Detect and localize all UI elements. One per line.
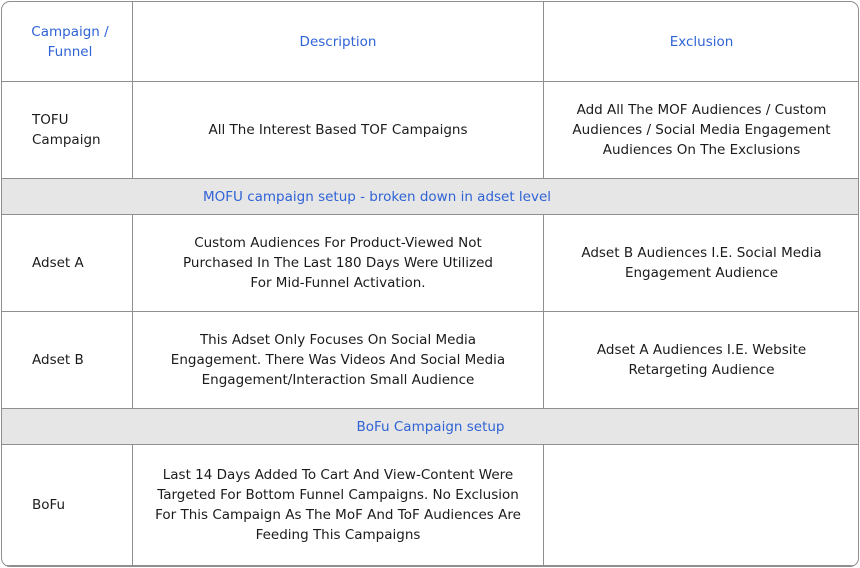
table-row-adset-b [2,312,860,409]
section-header-mofu: MOFU campaign setup - broken down in adset level [2,179,860,215]
row-description-adset-b: This Adset Only Focuses On Social Media Engagement. There Was Videos And Social Media Engagement/Interaction Small Audience [133,312,544,409]
row-label-tofu-text: TOFU Campaign [32,112,101,148]
row-description-bofu: Last 14 Days Added To Cart And View-Content Were Targeted For Bottom Funnel Campaigns. No Exclusion For This Campaign As The MoF And ToF Audiences Are Feeding This Campaigns [133,445,544,566]
section-row-bofu [2,409,860,445]
row-description-tofu: All The Interest Based TOF Campaigns [133,82,544,179]
header-campaign-funnel-text: Campaign / Funnel [31,23,109,60]
row-exclusion-bofu [544,445,860,566]
header-description: Description [133,2,544,82]
row-label-bofu: BoFu [2,445,133,566]
table-row-tofu [2,82,860,179]
row-exclusion-adset-b: Adset A Audiences I.E. Website Retargeting Audience [544,312,860,409]
row-exclusion-tofu: Add All The MOF Audiences / Custom Audiences / Social Media Engagement Audiences On The Exclusions [544,82,860,179]
section-row-mofu [2,179,860,215]
row-label-adset-a: Adset A [2,215,133,312]
row-label-tofu [2,82,133,179]
table-row-adset-a [2,215,860,312]
row-description-adset-a: Custom Audiences For Product-Viewed Not Purchased In The Last 180 Days Were Utilized For Mid-Funnel Activation. [133,215,544,312]
campaign-table-frame [1,1,859,567]
table-header-row [2,2,860,82]
section-header-bofu: BoFu Campaign setup [2,409,860,445]
header-exclusion: Exclusion [544,2,860,82]
header-campaign-funnel [2,2,133,82]
row-exclusion-adset-a: Adset B Audiences I.E. Social Media Engagement Audience [544,215,860,312]
table-row-bofu [2,445,860,566]
row-label-adset-b: Adset B [2,312,133,409]
campaign-funnel-table [1,1,859,566]
